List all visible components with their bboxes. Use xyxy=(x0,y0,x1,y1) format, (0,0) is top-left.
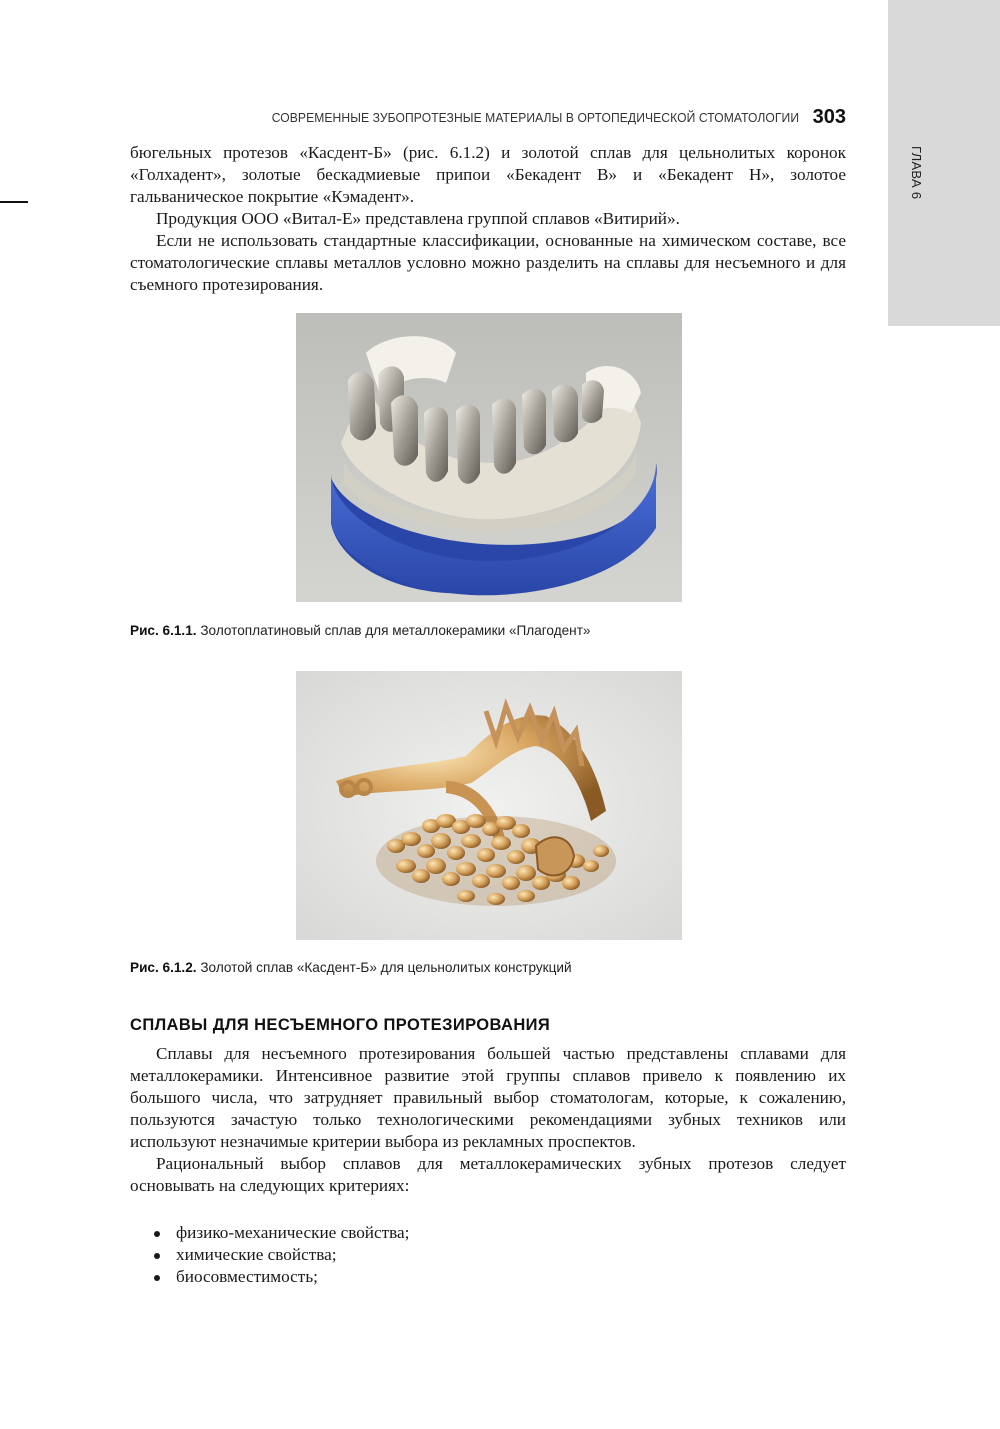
running-header-title: СОВРЕМЕННЫЕ ЗУБОПРОТЕЗНЫЕ МАТЕРИАЛЫ В ОРТОПЕДИЧЕСКОЙ СТОМАТОЛОГИИ xyxy=(271,109,799,125)
criteria-list xyxy=(152,1222,409,1288)
figure-2-label: Рис. 6.1.2. xyxy=(130,960,197,975)
intro-paragraph: бюгельных протезов «Касдент-Б» (рис. 6.1.2) и золотой сплав для цельнолитых коронок «Голхадент», золотые бескадмиевые припои «Бекадент В» и «Бекадент Н», золотое гальваническое покрытие «Кэмадент». xyxy=(130,143,846,206)
section-paragraph: Рациональный выбор сплавов для металлокерамических зубных протезов следует основывать на следующих критериях: xyxy=(130,1154,846,1195)
section-text xyxy=(130,1043,846,1197)
figure-2-caption-text: Золотой сплав «Касдент-Б» для цельнолитых конструкций xyxy=(200,960,572,975)
figure-1-label: Рис. 6.1.1. xyxy=(130,623,197,638)
running-header xyxy=(130,104,846,130)
list-item: химические свойства; xyxy=(152,1244,409,1266)
section-heading: СПЛАВЫ ДЛЯ НЕСЪЕМНОГО ПРОТЕЗИРОВАНИЯ xyxy=(130,1016,551,1034)
chapter-tab-label: ГЛАВА 6 xyxy=(909,146,924,200)
gold-alloy-illustration xyxy=(296,671,682,940)
figure-gold-alloy-photo xyxy=(296,671,682,940)
figure-2-caption xyxy=(130,960,846,975)
intro-text xyxy=(130,142,846,296)
list-item: физико-механические свойства; xyxy=(152,1222,409,1244)
list-item: биосовместимость; xyxy=(152,1266,409,1288)
figure-dental-model-photo xyxy=(296,313,682,602)
page-number: 303 xyxy=(812,105,846,128)
section-paragraph: Сплавы для несъемного протезирования большей частью представлены сплавами для металлокерамики. Интенсивное развитие этой группы сплавов привело к появлению их большого числа, что затрудняет правильный выбор стоматологам, которые, к сожалению, пользуются зачастую только технологическими рекомендациями зубных техников или используют незначимые критерии выбора из рекламных проспектов. xyxy=(130,1044,846,1151)
intro-paragraph: Если не использовать стандартные классификации, основанные на химическом составе, все стоматологические сплавы металлов условно можно разделить на сплавы для несъемного и для съемного протезирования. xyxy=(130,231,846,294)
figure-1-caption xyxy=(130,623,846,638)
dental-model-illustration xyxy=(296,313,682,602)
margin-marker xyxy=(0,201,28,203)
figure-1-caption-text: Золотоплатиновый сплав для металлокерамики «Плагодент» xyxy=(200,623,591,638)
intro-paragraph: Продукция ООО «Витал-Е» представлена группой сплавов «Витирий». xyxy=(156,209,680,228)
